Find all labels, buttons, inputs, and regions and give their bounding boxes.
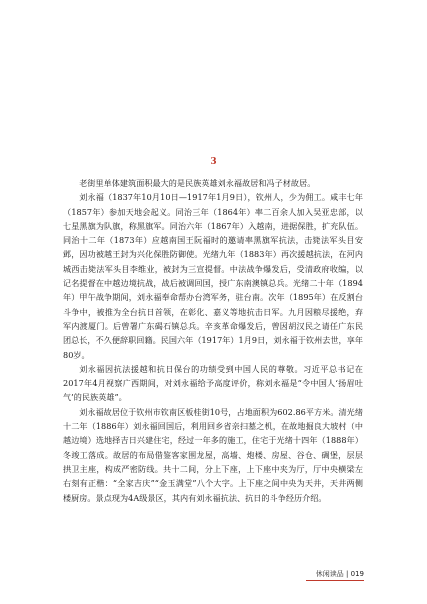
footer-separator: |	[346, 570, 349, 578]
footer-label: 休闲读品	[315, 570, 344, 578]
article-body	[63, 176, 363, 505]
paragraph-residence: 刘永福故居位于钦州市钦南区板桂街10号，占地面积为602.86平方米。清光绪十二年（1886年）刘永福回国后，利用回乡省亲扫墓之机，在故地掘良大坡村（中越边境）选地择吉日兴建住宅，经过一年多的施工，住宅于光绪十四年（1888年）冬竣工落成。故居的布局借鉴客家围龙屋，高墙、炮楼、房屋、谷仓、碉堡，层层拱卫主座，构成严密防线。共十二间，分上下座，上下座中夹为厅，厅中央横梁左右刻有正楷：“全家吉庆”“金玉满堂”八个大字。上下座之间中央为天井，天井两侧楼厨房。景点现为4A级景区，其内有刘永福抗法、抗日的斗争经历介绍。	[63, 406, 363, 503]
page-footer	[316, 569, 364, 579]
footer-accent-bar	[306, 580, 364, 581]
paragraph-intro: 老街里单体建筑面积最大的是民族英雄刘永福故居和冯子材故居。	[79, 178, 316, 188]
paragraph-biography: 刘永福（1837年10月10日—1917年1月9日），钦州人，少为佣工。咸丰七年（1857年）参加天地会起义。同治三年（1864年）率二百余人加入吴亚忠部，以七星黑旗为队旗，称黑旗军。同治六年（1867年）入越南，进据保胜，扩充队伍。同治十二年（1873年）应越南国王阮福时的邀请率黑旗军抗法，击毙法军头目安邺，因功被越王封为兴化保胜防御使。光绪九年（1883年）再次援越抗法，在河内城西击毙法军头目李维业，被封为三宣提督。中法战争爆发后，受清政府收编，以记名提督在中越边境抗战，战后被调回国，授广东南澳镇总兵。光绪二十年（1894年）甲午战争期间，刘永福奉命帮办台湾军务，驻台南。次年（1895年）在反割台斗争中，被推为全台抗日首领，在彰化、嘉义等地抗击日军。九月因粮尽援绝，弃军内渡厦门。后曾署广东碣石镇总兵。辛亥革命爆发后，曾因胡汉民之请任广东民团总长，不久便辞职回籍。民国六年（1917年）1月9日，刘永福于钦州去世，享年80岁。	[63, 192, 363, 360]
page-number: 019	[350, 570, 364, 578]
paragraph-legacy: 刘永福因抗法援越和抗日保台的功绩受到中国人民的尊敬。习近平总书记在2017年4月视察广西期间，对刘永福给予高度评价，称刘永福是“令中国人‘扬眉吐气’的民族英雄”。	[63, 363, 363, 403]
section-number: 3	[210, 157, 217, 167]
